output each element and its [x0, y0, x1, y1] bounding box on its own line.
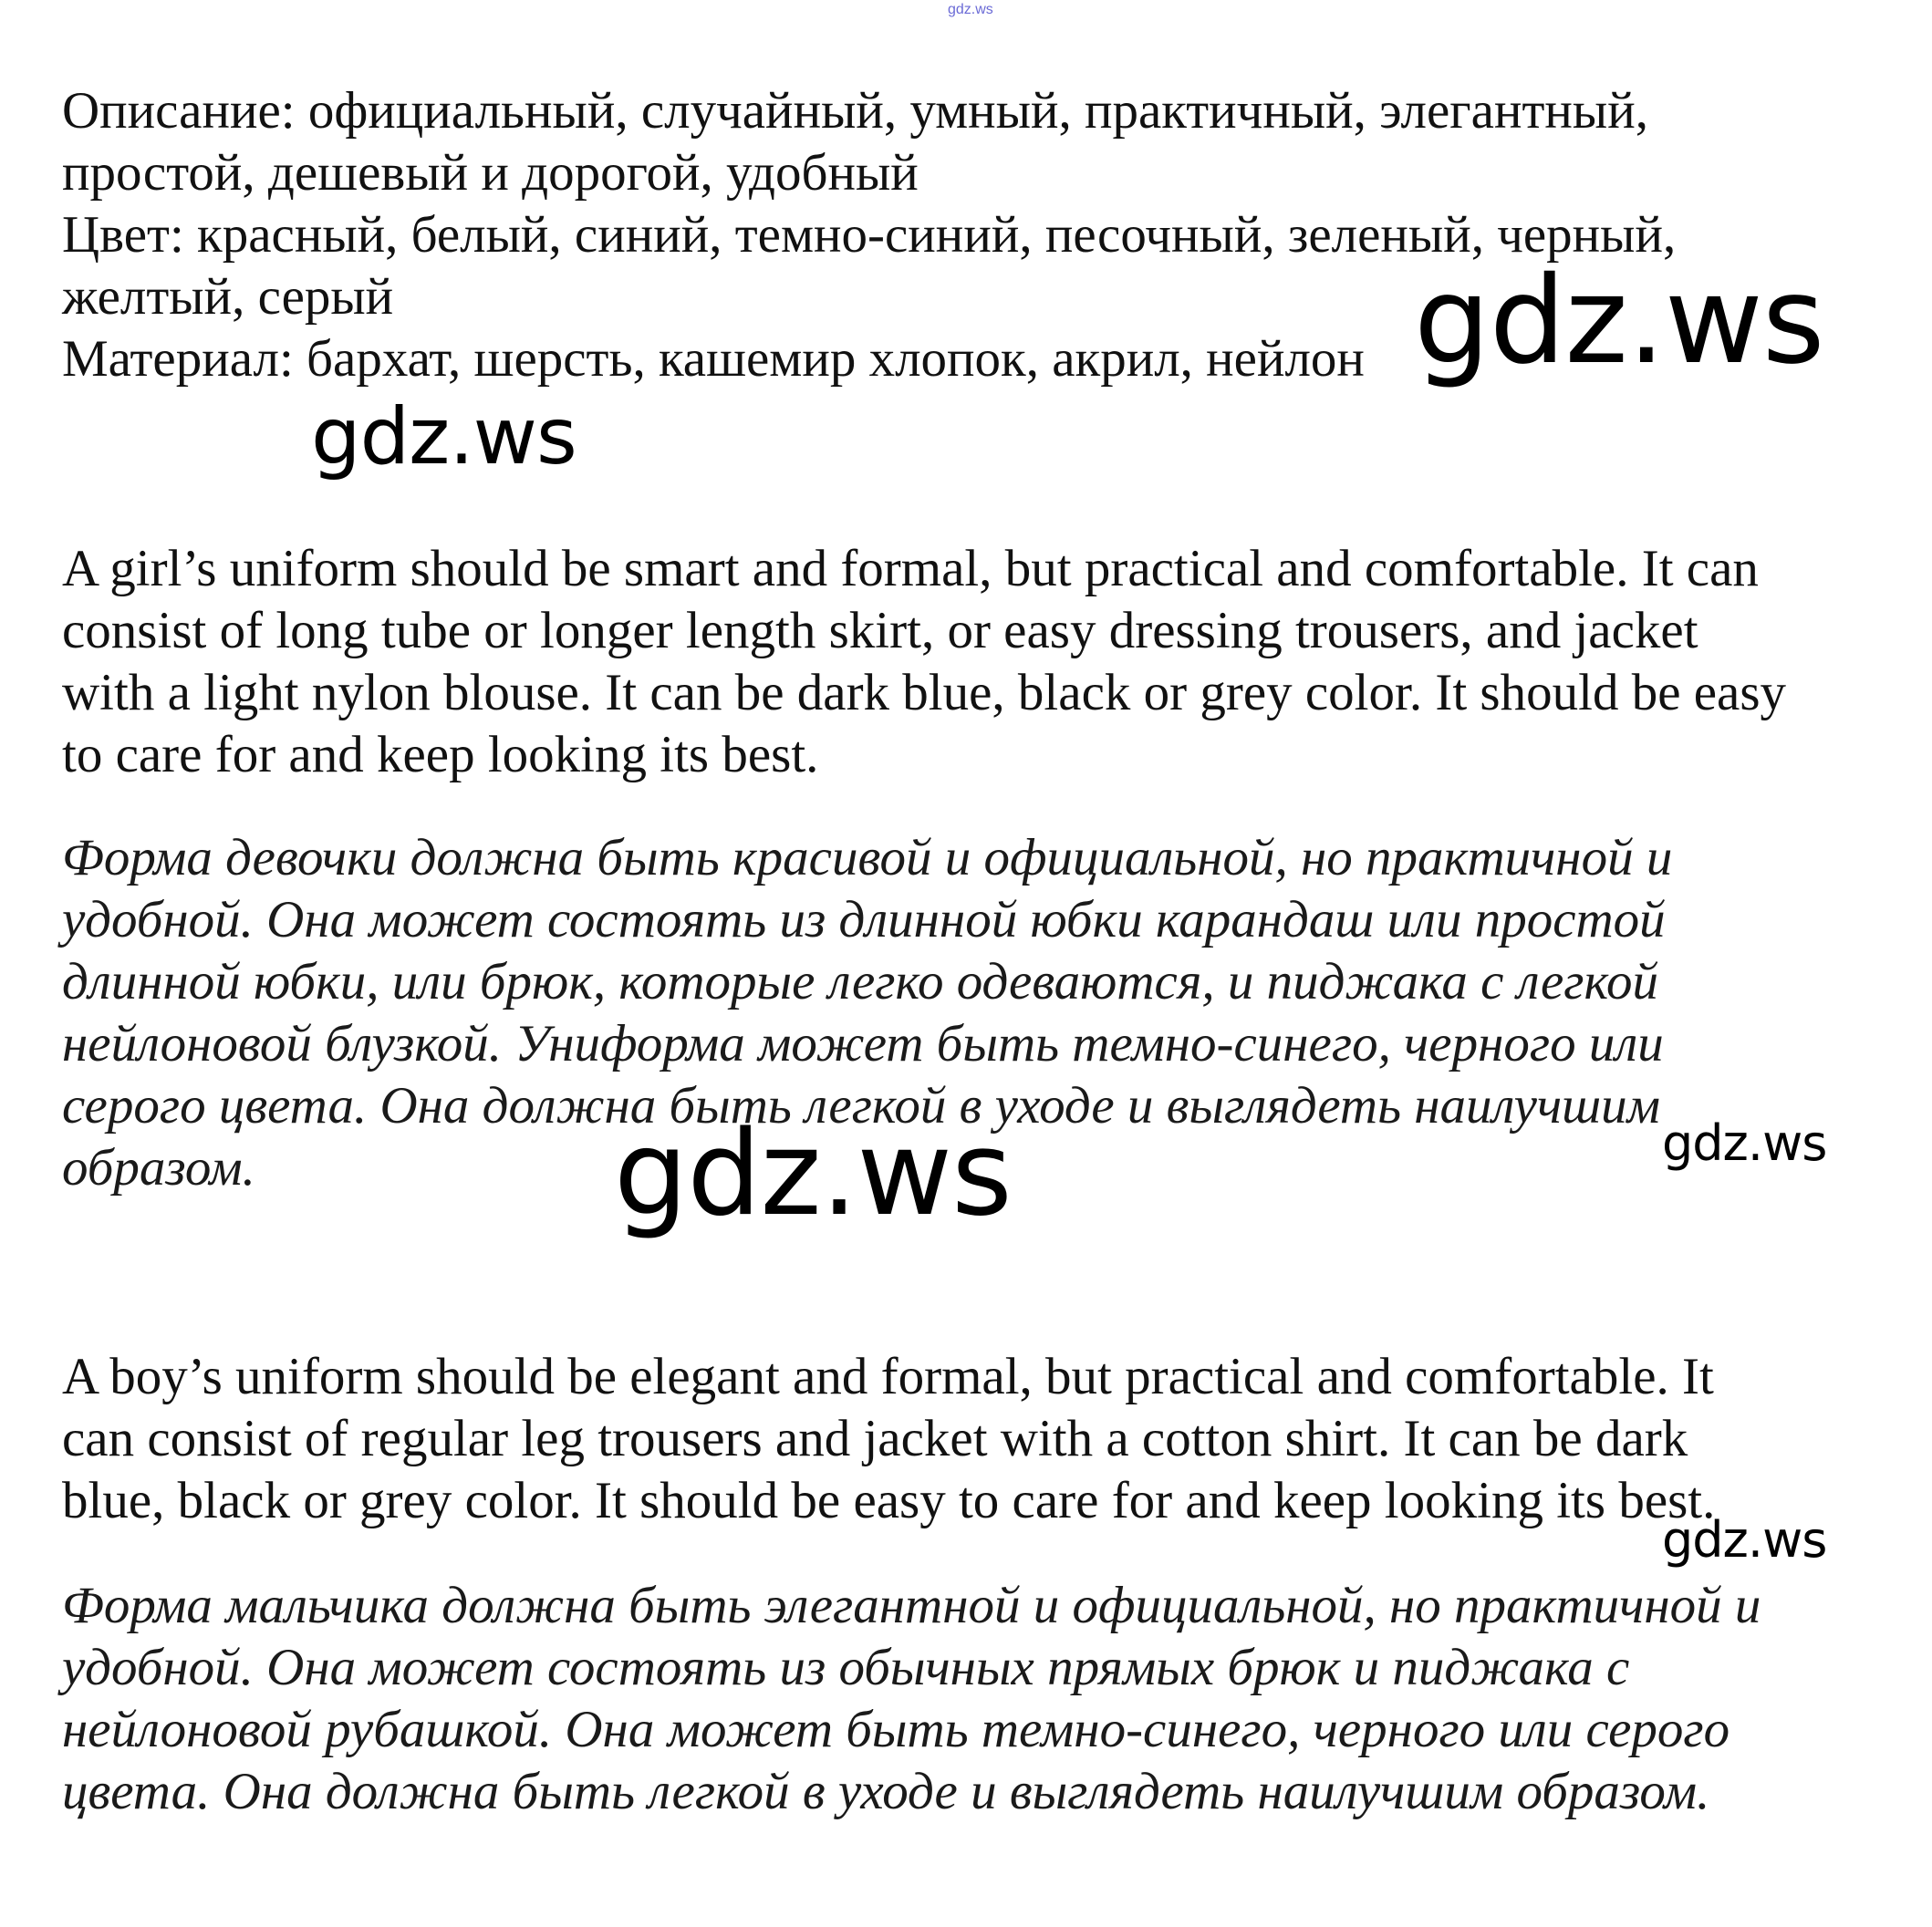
vocab-line: желтый, серый	[62, 268, 394, 326]
paragraph-line: Форма мальчика должна быть элегантной и официальной, но практичной и	[62, 1577, 1761, 1634]
boy-uniform-russian-paragraph	[62, 1575, 1886, 1823]
paragraph-line: цвета. Она должна быть легкой в уходе и выглядеть наилучшим образом.	[62, 1763, 1710, 1820]
watermark-large-center: gdz.ws	[614, 1106, 1012, 1242]
paragraph-line: to care for and keep looking its best.	[62, 726, 819, 783]
watermark-medium-left: gdz.ws	[311, 391, 576, 482]
paragraph-line: A girl’s uniform should be smart and formal, but practical and comfortable. It can	[62, 540, 1759, 597]
watermark-small-right: gdz.ws	[1662, 1114, 1827, 1172]
vocab-line: Описание: официальный, случайный, умный, практичный, элегантный,	[62, 82, 1648, 140]
watermark-large-top: gdz.ws	[1414, 251, 1824, 391]
vocab-line: простой, дешевый и дорогой, удобный	[62, 144, 919, 202]
paragraph-line: can consist of regular leg trousers and jacket with a cotton shirt. It can be dark	[62, 1410, 1688, 1467]
vocab-line: Материал: бархат, шерсть, кашемир хлопок, акрил, нейлон	[62, 330, 1365, 388]
paragraph-line: удобной. Она может состоять из длинной юбки карандаш или простой	[62, 891, 1666, 948]
watermark-small-right: gdz.ws	[1662, 1511, 1827, 1569]
girl-uniform-english-paragraph	[62, 538, 1886, 786]
paragraph-line: with a light nylon blouse. It can be dark blue, black or grey color. It should be easy	[62, 664, 1787, 721]
paragraph-line: Форма девочки должна быть красивой и официальной, но практичной и	[62, 829, 1673, 886]
paragraph-line: нейлоновой рубашкой. Она может быть темно-синего, черного или серого	[62, 1701, 1730, 1758]
paragraph-line: удобной. Она может состоять из обычных прямых брюк и пиджака с	[62, 1639, 1630, 1696]
paragraph-line: нейлоновой блузкой. Униформа может быть темно-синего, черного или	[62, 1015, 1664, 1072]
paragraph-line: образом.	[62, 1139, 255, 1197]
boy-uniform-english-paragraph	[62, 1346, 1886, 1532]
paragraph-line: A boy’s uniform should be elegant and formal, but practical and comfortable. It	[62, 1348, 1714, 1405]
paragraph-line: серого цвета. Она должна быть легкой в уходе и выглядеть наилучшим	[62, 1077, 1661, 1134]
paragraph-line: длинной юбки, или брюк, которые легко одеваются, и пиджака с легкой	[62, 953, 1659, 1010]
vocab-line: Цвет: красный, белый, синий, темно-синий, песочный, зеленый, черный,	[62, 206, 1677, 264]
paragraph-line: consist of long tube or longer length skirt, or easy dressing trousers, and jacket	[62, 602, 1698, 659]
paragraph-line: blue, black or grey color. It should be easy to care for and keep looking its best.	[62, 1472, 1716, 1529]
header-watermark: gdz.ws	[948, 2, 993, 17]
